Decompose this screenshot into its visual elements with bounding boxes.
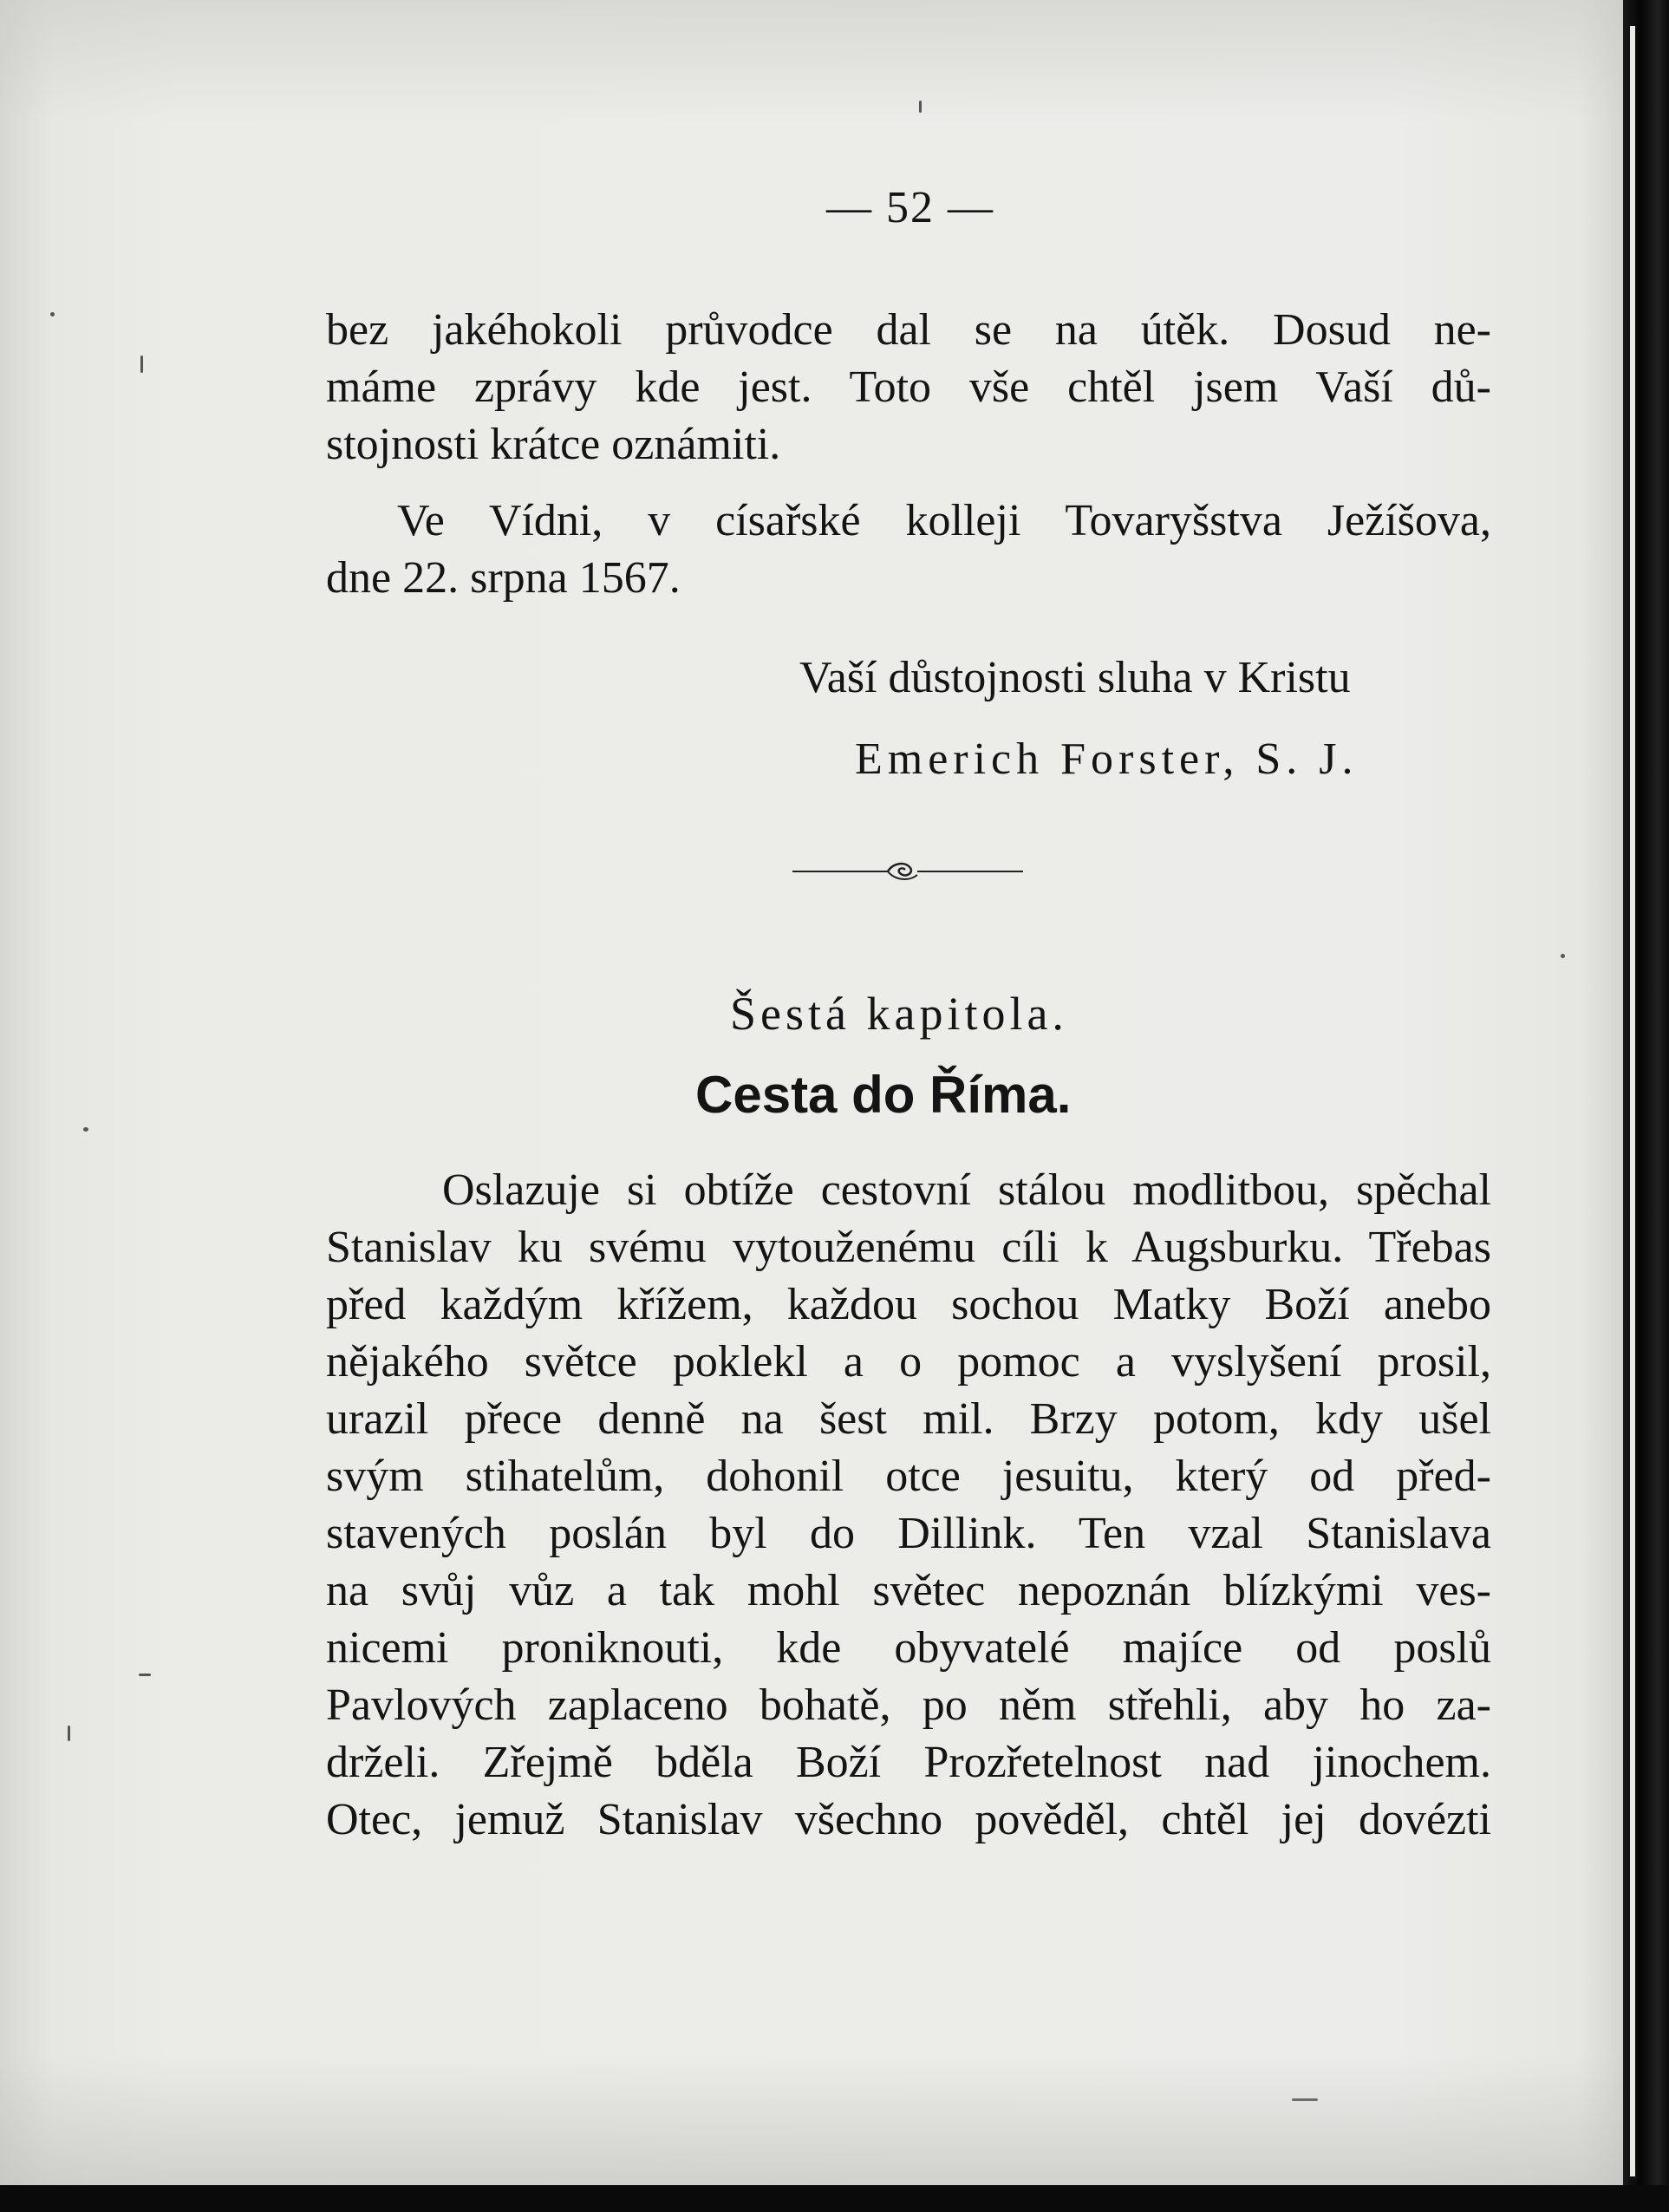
- page-bottom-shadow: [0, 2185, 1669, 2212]
- text-line: na svůj vůz a tak mohl světec nepoznán blízkými ves-: [326, 1566, 1491, 1615]
- text-line: před každým křížem, každou sochou Matky Boží anebo: [326, 1280, 1491, 1329]
- text-line: bez jakéhokoli průvodce dal se na útěk. Dosud ne-: [326, 305, 1491, 355]
- paper-speck: [50, 312, 55, 316]
- paper-speck: [140, 356, 143, 373]
- text-line: stavených poslán byl do Dillink. Ten vzal Stanislava: [326, 1509, 1491, 1558]
- page-number: — 52 —: [826, 183, 994, 232]
- text-line: nicemi proniknouti, kde obyvatelé majíce od poslů: [326, 1623, 1491, 1673]
- text-line: Stanislav ku svému vytouženému cíli k Augsburku. Třebas: [326, 1223, 1491, 1272]
- ornament-divider-icon: [791, 854, 1025, 889]
- text-line: máme zprávy kde jest. Toto vše chtěl jsem Vaší dů-: [326, 362, 1491, 412]
- text-line: stojnosti krátce oznámiti.: [326, 420, 781, 469]
- text-line: svým stihatelům, dohonil otce jesuitu, který od před-: [326, 1452, 1491, 1501]
- closing-salutation: Vaší důstojnosti sluha v Kristu: [799, 653, 1351, 702]
- text-line: Pavlových zaplaceno bohatě, po něm střehli, aby ho za-: [326, 1680, 1491, 1730]
- paper-speck: [139, 1674, 151, 1676]
- text-line: Ve Vídni, v císařské kolleji Tovaryšstva Ježíšova,: [397, 496, 1491, 545]
- paper-speck: [1292, 2098, 1318, 2101]
- text-line: dne 22. srpna 1567.: [326, 553, 681, 603]
- signature: Emerich Forster, S. J.: [855, 734, 1359, 784]
- paragraph-place-date: [326, 493, 1491, 607]
- paragraph-chapter-body: [326, 1162, 1491, 1849]
- page-edge-shadow: [1623, 0, 1669, 2212]
- paper-speck: [919, 101, 922, 113]
- paragraph-letter-end: [326, 302, 1491, 473]
- text-line: urazil přece denně na šest mil. Brzy potom, kdy ušel: [326, 1394, 1491, 1444]
- paper-speck: [83, 1127, 88, 1132]
- text-line: Oslazuje si obtíže cestovní stálou modlitbou, spěchal: [442, 1165, 1491, 1215]
- paper-speck: [1561, 954, 1565, 958]
- text-line: nějakého světce poklekl a o pomoc a vyslyšení prosil,: [326, 1337, 1491, 1387]
- text-line: drželi. Zřejmě bděla Boží Prozřetelnost nad jinochem.: [326, 1738, 1491, 1787]
- paper-speck: [68, 1726, 70, 1741]
- chapter-title: Cesta do Říma.: [695, 1066, 1072, 1124]
- text-line: Otec, jemuž Stanislav všechno pověděl, chtěl jej dovézti: [326, 1795, 1491, 1844]
- chapter-number: Šestá kapitola.: [730, 988, 1068, 1040]
